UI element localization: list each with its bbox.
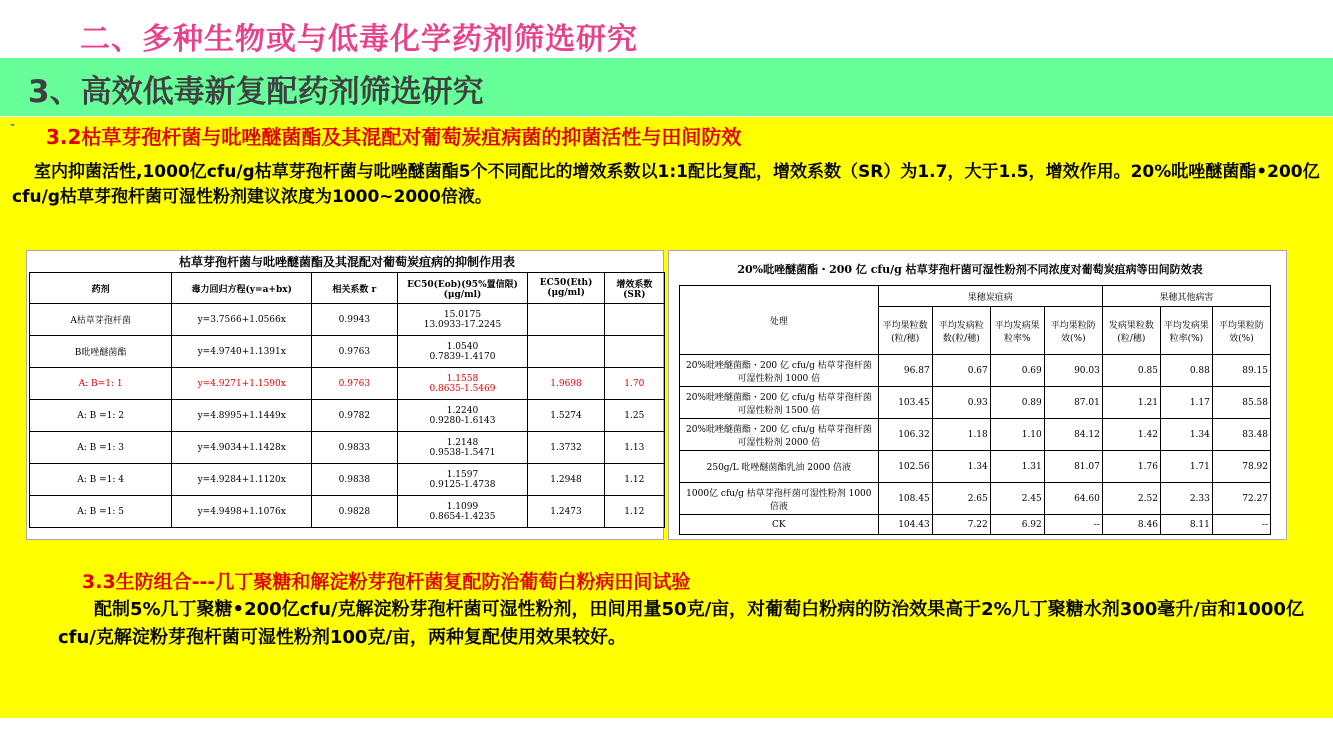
table1-cell-agent: A: B =1: 5 — [30, 496, 172, 528]
table1-cell-sr: 1.25 — [604, 400, 664, 432]
table1-cell-equation: y=4.9284+1.1120x — [172, 464, 312, 496]
table1-header: 增效系数(SR) — [604, 273, 664, 304]
table2-cell-value: 102.56 — [878, 451, 932, 483]
table2-cell-value: 0.67 — [932, 355, 990, 387]
table2-cell-value: 85.58 — [1212, 387, 1270, 419]
table1-cell-ec-obs — [397, 336, 528, 368]
table1-cell-r: 0.9782 — [312, 400, 397, 432]
section-3-2-title: 3.2枯草芽孢杆菌与吡唑醚菌酯及其混配对葡萄炭疽病菌的抑菌活性与田间防效 — [46, 125, 742, 149]
table1-cell-equation: y=4.9271+1.1590x — [172, 368, 312, 400]
table2-cell-value: 0.85 — [1102, 355, 1160, 387]
table2-cell-treatment: 20%吡唑醚菌酯・200 亿 cfu/g 枯草芽孢杆菌可湿性粉剂 2000 倍 — [680, 419, 879, 451]
table2-group2-header: 果穗其他病害 — [1102, 286, 1270, 307]
table2-cell-value: 7.22 — [932, 515, 990, 535]
table2-group1-header: 果穗炭疽病 — [878, 286, 1102, 307]
table1-cell-r: 0.9838 — [312, 464, 397, 496]
table2-container — [668, 250, 1287, 540]
table1-cell-sr — [604, 336, 664, 368]
table2-subheader: 平均果粒数(粒/穗) — [878, 307, 932, 355]
table2-cell-value: 84.12 — [1044, 419, 1102, 451]
table2-cell-value: 83.48 — [1212, 419, 1270, 451]
table1-ec-value: 1.2240 — [446, 405, 479, 416]
table2-cell-value: 96.87 — [878, 355, 932, 387]
table2-cell-value: 1.34 — [932, 451, 990, 483]
table1-cell-ec-th — [528, 304, 604, 336]
table1-cell-agent: A枯草芽孢杆菌 — [30, 304, 172, 336]
table1-cell-ec-obs — [397, 304, 528, 336]
table1-cell-equation: y=4.9498+1.1076x — [172, 496, 312, 528]
table1-cell-equation: y=4.9034+1.1428x — [172, 432, 312, 464]
table2-subheader: 平均发病果粒率% — [990, 307, 1044, 355]
table2-cell-value: 1.42 — [1102, 419, 1160, 451]
table2-cell-value: 72.27 — [1212, 483, 1270, 515]
table2-cell-value: 103.45 — [878, 387, 932, 419]
table1-cell-r: 0.9763 — [312, 368, 397, 400]
table2-cell-treatment: 20%吡唑醚菌酯・200 亿 cfu/g 枯草芽孢杆菌可湿性粉剂 1500 倍 — [680, 387, 879, 419]
table2-subheader: 平均果粒防效(%) — [1044, 307, 1102, 355]
page-heading-2: 3、高效低毒新复配药剂筛选研究 — [28, 74, 484, 110]
table1-cell-sr: 1.70 — [604, 368, 664, 400]
table1-ec-value: 1.0540 — [446, 341, 479, 352]
table1-cell-sr: 1.13 — [604, 432, 664, 464]
table2-cell-value: 1.31 — [990, 451, 1044, 483]
table1-cell-ec-obs — [397, 496, 528, 528]
table2-row — [680, 419, 1271, 451]
table2-cell-value: 106.32 — [878, 419, 932, 451]
table2-cell-value: 8.11 — [1160, 515, 1212, 535]
table2-subheader: 平均果粒防效(%) — [1212, 307, 1270, 355]
table2-row — [680, 355, 1271, 387]
table1-header: 药剂 — [30, 273, 172, 304]
table2-cell-value: -- — [1044, 515, 1102, 535]
table2-cell-value: 0.93 — [932, 387, 990, 419]
table1-ec-ci: 0.8654-1.4235 — [429, 511, 496, 522]
table1-cell-agent: A: B =1: 4 — [30, 464, 172, 496]
table1-cell-equation: y=3.7566+1.0566x — [172, 304, 312, 336]
section-3-3-title: 3.3生防组合---几丁聚糖和解淀粉芽孢杆菌复配防治葡萄白粉病田间试验 — [82, 571, 691, 593]
table1-ec-ci: 0.9538-1.5471 — [429, 447, 496, 458]
table2-cell-value: 2.52 — [1102, 483, 1160, 515]
table2-cell-treatment: CK — [680, 515, 879, 535]
table1-row — [30, 304, 665, 336]
table1-cell-ec-obs — [397, 400, 528, 432]
section-3-3-paragraph: 配制5%几丁聚糖•200亿cfu/克解淀粉芽孢杆菌可湿性粉剂，田间用量50克/亩，对葡萄白粉病的防治效果高于2%几丁聚糖水剂300毫升/亩和1000亿cfu/克解淀粉芽孢杆菌可湿性粉剂100克/亩，两种复配使用效果较好。 — [58, 599, 1304, 648]
table2-cell-treatment: 20%吡唑醚菌酯・200 亿 cfu/g 枯草芽孢杆菌可湿性粉剂 1000 倍 — [680, 355, 879, 387]
table1-cell-sr: 1.12 — [604, 496, 664, 528]
table2-cell-value: 1.34 — [1160, 419, 1212, 451]
table2-cell-value: 108.45 — [878, 483, 932, 515]
table2-cell-value: 89.15 — [1212, 355, 1270, 387]
table2-row — [680, 483, 1271, 515]
table1-cell-ec-obs — [397, 368, 528, 400]
table1 — [29, 251, 665, 528]
table2-cell-value: 8.46 — [1102, 515, 1160, 535]
table2-cell-treatment: 250g/L 吡唑醚菌酯乳油 2000 倍液 — [680, 451, 879, 483]
table2-cell-value: 2.45 — [990, 483, 1044, 515]
section-3-2-paragraph: 室内抑菌活性,1000亿cfu/g枯草芽孢杆菌与吡唑醚菌酯5个不同配比的增效系数以1:1配比复配，增效系数（SR）为1.7，大于1.5，增效作用。20%吡唑醚菌酯•200亿cfu/g枯草芽孢杆菌可湿性粉剂建议浓度为1000~2000倍液。 — [12, 162, 1320, 207]
table1-cell-ec-th: 1.9698 — [528, 368, 604, 400]
table1-container — [26, 250, 664, 540]
table2-row — [680, 515, 1271, 535]
table2-cell-value: 104.43 — [878, 515, 932, 535]
table2-cell-value: 87.01 — [1044, 387, 1102, 419]
table1-cell-ec-th: 1.2948 — [528, 464, 604, 496]
table1-cell-ec-obs — [397, 432, 528, 464]
table1-header: 毒力回归方程(y=a+bx) — [172, 273, 312, 304]
table2-cell-value: 0.89 — [990, 387, 1044, 419]
table2-group-row — [680, 286, 1271, 307]
table1-row — [30, 400, 665, 432]
table1-cell-r: 0.9833 — [312, 432, 397, 464]
table1-cell-ec-th: 1.5274 — [528, 400, 604, 432]
table1-row — [30, 464, 665, 496]
table1-header: EC50(Eob)(95%置信限)(μg/ml) — [397, 273, 528, 304]
table1-header-row — [30, 273, 665, 304]
table1-cell-r: 0.9828 — [312, 496, 397, 528]
table1-ec-ci: 0.9125-1.4738 — [429, 479, 496, 490]
table1-row — [30, 368, 665, 400]
page-heading-1: 二、多种生物或与低毒化学药剂筛选研究 — [80, 22, 638, 57]
table1-cell-r: 0.9763 — [312, 336, 397, 368]
table1-row — [30, 496, 665, 528]
table1-header: 相关系数 r — [312, 273, 397, 304]
table2-cell-value: 78.92 — [1212, 451, 1270, 483]
table1-header: EC50(Eth)(μg/ml) — [528, 273, 604, 304]
table2-cell-value: 2.33 — [1160, 483, 1212, 515]
table1-ec-value: 1.1099 — [446, 501, 479, 512]
table2-cell-value: 1.71 — [1160, 451, 1212, 483]
table1-cell-ec-th: 1.2473 — [528, 496, 604, 528]
table2-cell-value: 81.07 — [1044, 451, 1102, 483]
table2-cell-value: 1.17 — [1160, 387, 1212, 419]
table1-cell-agent: A: B =1: 2 — [30, 400, 172, 432]
table1-cell-agent: A: B =1: 3 — [30, 432, 172, 464]
table2-cell-value: 90.03 — [1044, 355, 1102, 387]
table1-ec-value: 15.0175 — [443, 309, 482, 320]
dash-mark: - — [10, 117, 16, 133]
table2-cell-value: 0.88 — [1160, 355, 1212, 387]
table2-cell-value: 0.69 — [990, 355, 1044, 387]
table1-ec-ci: 0.8635-1.5469 — [429, 383, 496, 394]
table2-subheader: 平均发病粒数(粒/穗) — [932, 307, 990, 355]
table1-cell-ec-obs — [397, 464, 528, 496]
table2-cell-value: 64.60 — [1044, 483, 1102, 515]
table2-row — [680, 387, 1271, 419]
table2-subheader: 发病果粒数(粒/穗) — [1102, 307, 1160, 355]
table2 — [679, 285, 1271, 535]
table2-cell-treatment: 1000亿 cfu/g 枯草芽孢杆菌可湿性粉剂 1000 倍液 — [680, 483, 879, 515]
table1-ec-value: 1.1597 — [446, 469, 479, 480]
table1-ec-ci: 0.9280-1.6143 — [429, 415, 496, 426]
table1-cell-agent: B吡唑醚菌酯 — [30, 336, 172, 368]
table1-cell-sr: 1.12 — [604, 464, 664, 496]
table1-cell-ec-th — [528, 336, 604, 368]
table2-treat-header: 处理 — [680, 286, 879, 355]
table1-cell-ec-th: 1.3732 — [528, 432, 604, 464]
table2-cell-value: 1.10 — [990, 419, 1044, 451]
table1-row — [30, 336, 665, 368]
table2-cell-value: 2.65 — [932, 483, 990, 515]
table2-cell-value: 1.18 — [932, 419, 990, 451]
table1-cell-agent: A: B=1: 1 — [30, 368, 172, 400]
table2-cell-value: -- — [1212, 515, 1270, 535]
table2-cell-value: 6.92 — [990, 515, 1044, 535]
table2-caption: 20%吡唑醚菌酯・200 亿 cfu/g 枯草芽孢杆菌可湿性粉剂不同浓度对葡萄炭疽病等田间防效表 — [737, 263, 1203, 276]
table1-row — [30, 432, 665, 464]
table2-subheader: 平均发病果粒率(%) — [1160, 307, 1212, 355]
table1-ec-value: 1.2148 — [446, 437, 479, 448]
table1-cell-equation: y=4.9740+1.1391x — [172, 336, 312, 368]
table2-cell-value: 1.21 — [1102, 387, 1160, 419]
table1-ec-value: 1.1558 — [446, 373, 479, 384]
table1-cell-r: 0.9943 — [312, 304, 397, 336]
table1-cell-equation: y=4.8995+1.1449x — [172, 400, 312, 432]
table2-row — [680, 451, 1271, 483]
table1-ec-ci: 0.7839-1.4170 — [429, 351, 496, 362]
table1-cell-sr — [604, 304, 664, 336]
table1-ec-ci: 13.0933-17.2245 — [423, 319, 502, 330]
table1-caption: 枯草芽孢杆菌与吡唑醚菌酯及其混配对葡萄炭疽病的抑制作用表 — [178, 255, 515, 269]
table2-cell-value: 1.76 — [1102, 451, 1160, 483]
